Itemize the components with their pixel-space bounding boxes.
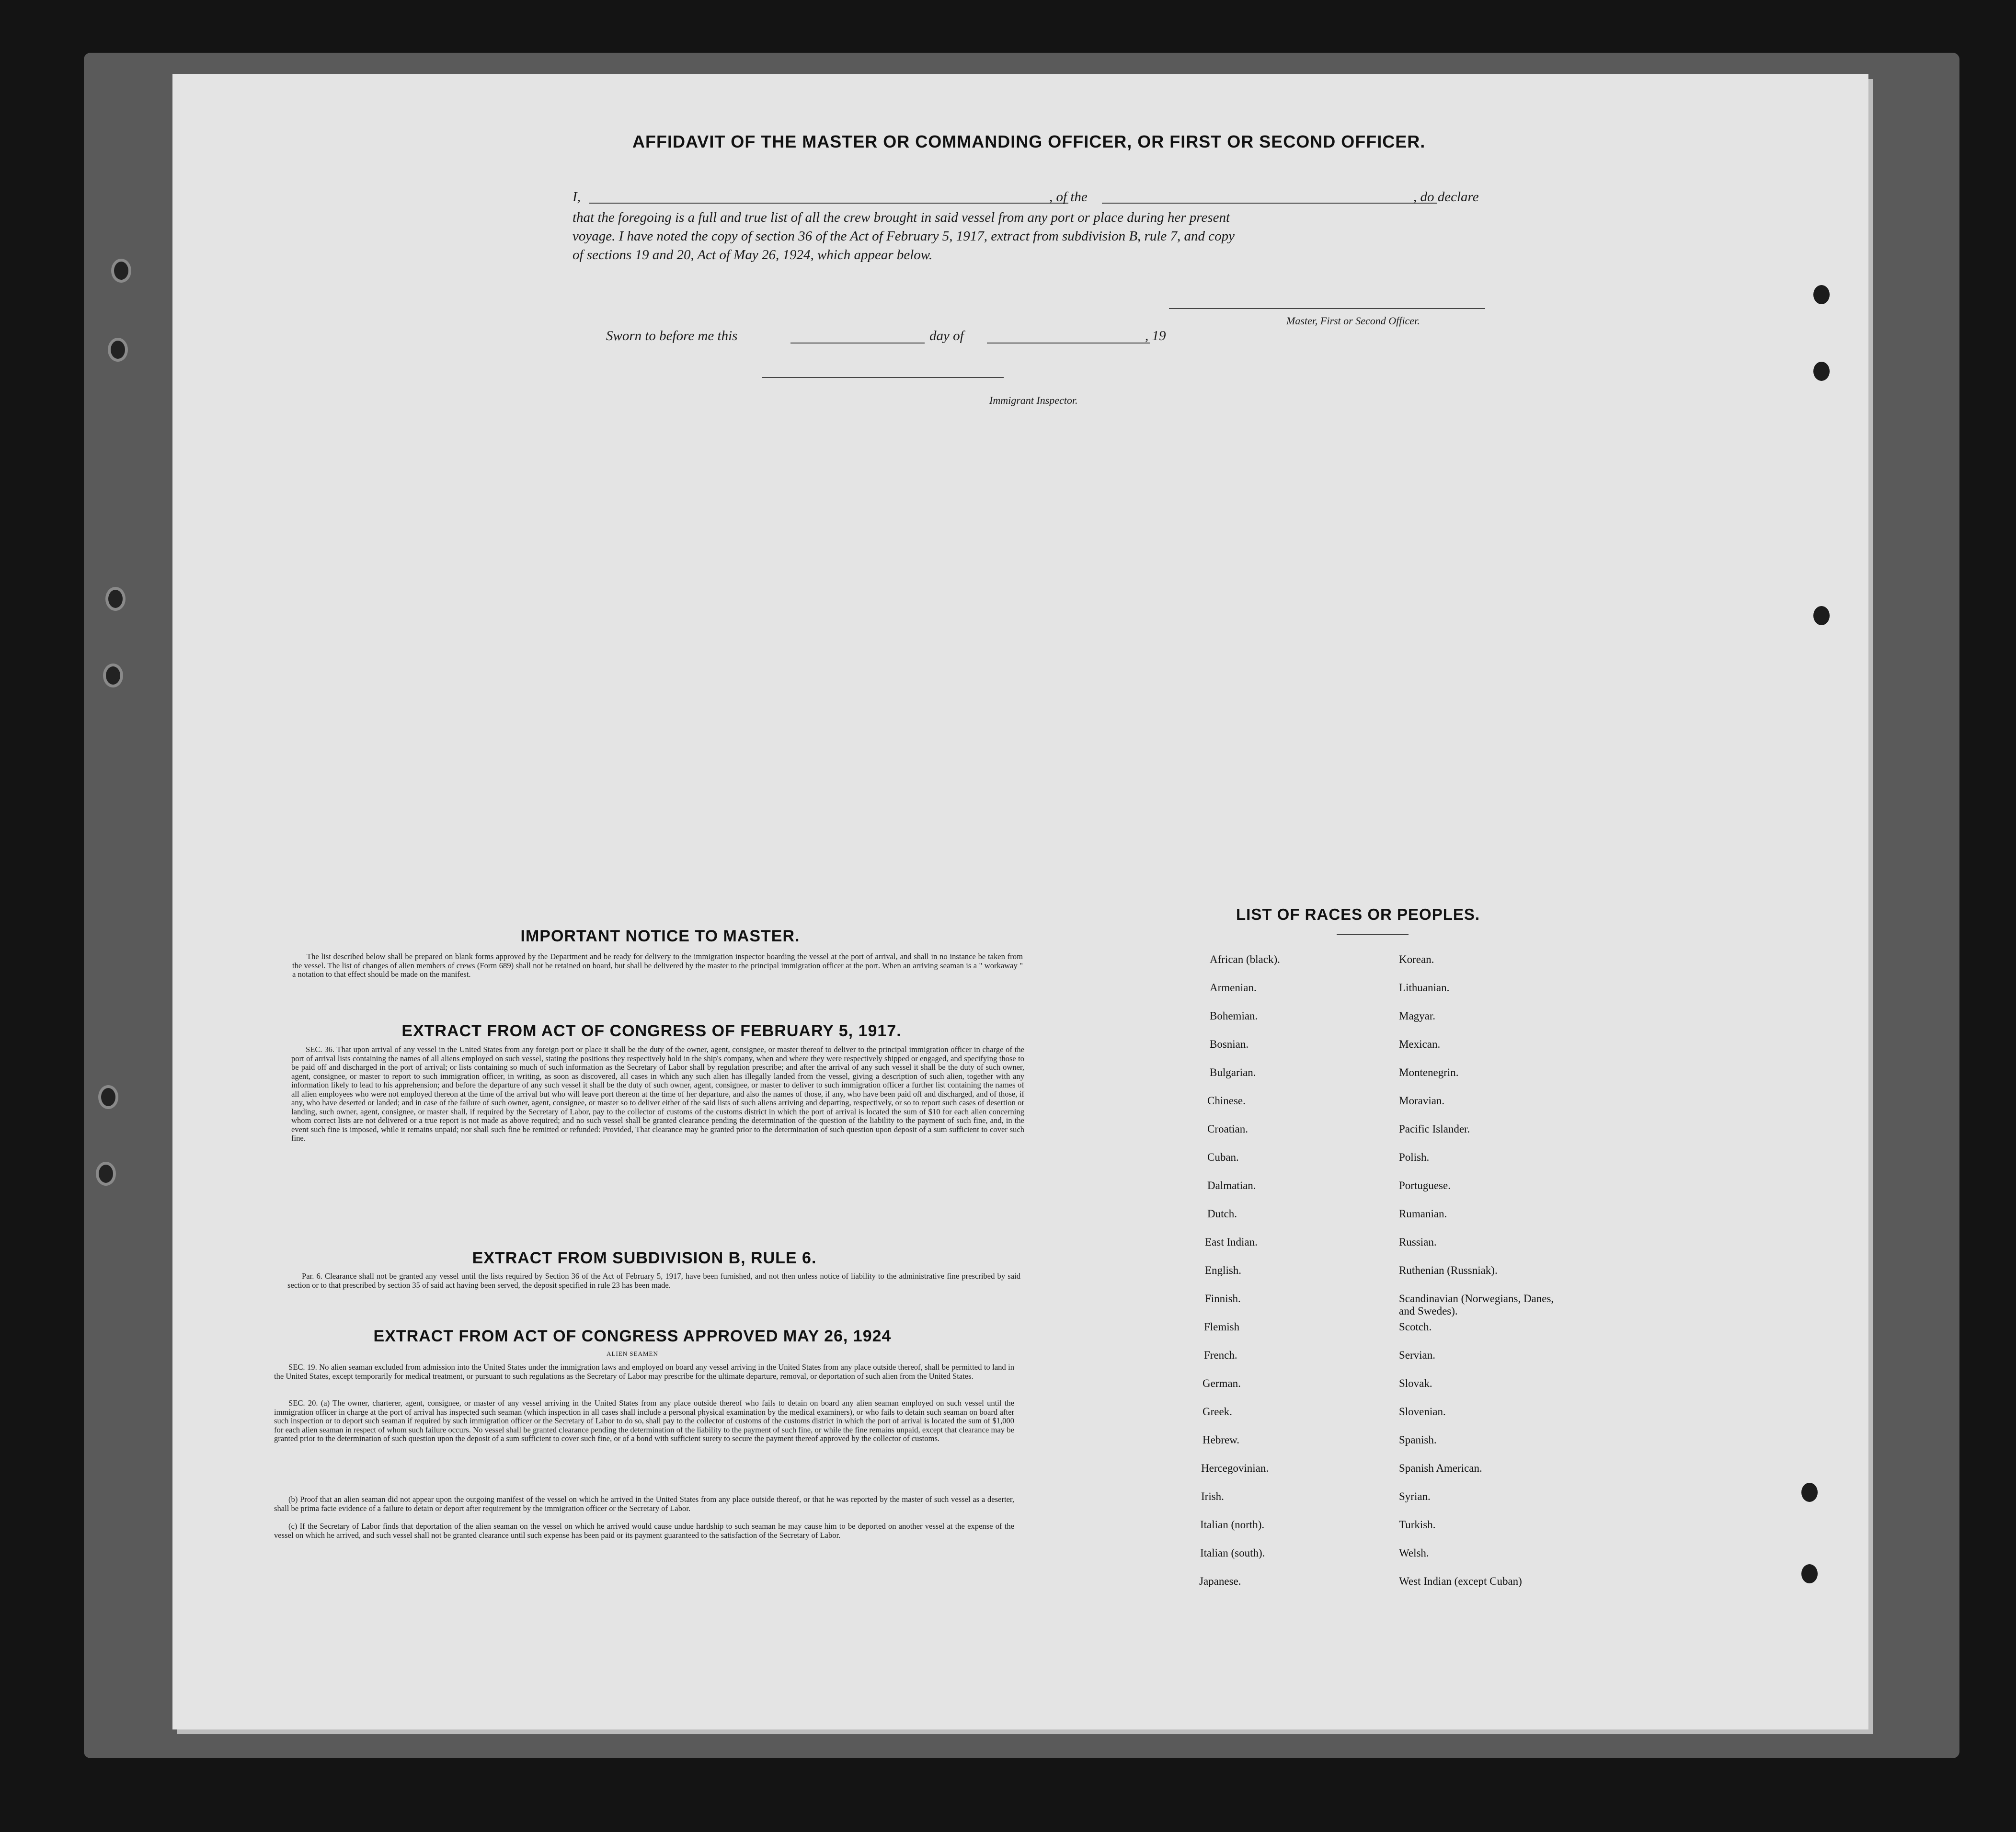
race-item: Syrian. bbox=[1399, 1490, 1431, 1502]
race-item: Russian. bbox=[1399, 1236, 1437, 1248]
race-item: Flemish bbox=[1204, 1321, 1240, 1333]
binder-hole bbox=[108, 338, 128, 362]
race-item: West Indian (except Cuban) bbox=[1399, 1575, 1522, 1587]
race-item: English. bbox=[1205, 1264, 1242, 1276]
race-item: Welsh. bbox=[1399, 1547, 1429, 1559]
race-item: Greek. bbox=[1203, 1406, 1232, 1418]
master-signature-line bbox=[1169, 308, 1485, 309]
race-item: Armenian. bbox=[1210, 982, 1257, 994]
punch-hole bbox=[1813, 606, 1830, 625]
name-blank bbox=[589, 203, 1068, 204]
race-item: Chinese. bbox=[1207, 1095, 1246, 1107]
sec-20b-body: (b) Proof that an alien seaman did not appear upon the outgoing manifest of the vessel on which he arrived in the United States from any place outside thereof, or that he was reported by the master of such vessel as a deserter, shall be prima facie evidence of a failure to detain or deport after requirement by the immigration officer or the Secretary of Labor. bbox=[274, 1495, 1014, 1513]
race-item: Scotch. bbox=[1399, 1321, 1432, 1333]
race-item: Servian. bbox=[1399, 1349, 1436, 1361]
punch-hole bbox=[1801, 1564, 1818, 1583]
affidavit-i: I, bbox=[573, 189, 581, 205]
extract-1924-title: EXTRACT FROM ACT OF CONGRESS APPROVED MAY 26, 1924 bbox=[373, 1327, 892, 1345]
affidavit-title: AFFIDAVIT OF THE MASTER OR COMMANDING OFFICER, OR FIRST OR SECOND OFFICER. bbox=[632, 132, 1426, 151]
race-item: Dutch. bbox=[1207, 1208, 1237, 1220]
affidavit-of-the: , of the bbox=[1049, 189, 1088, 205]
sec-20c-body: (c) If the Secretary of Labor finds that deportation of the alien seaman on the vessel on which he arrived would cause undue hardship to such seaman he may cause him to be deported on another vessel at the expense of the vessel on which he arrived, and such vessel shall not be granted clearance until such expense has been paid or its payment guaranteed to the satisfaction of the Secretary of Labor. bbox=[274, 1522, 1014, 1540]
race-item: East Indian. bbox=[1205, 1236, 1258, 1248]
binder-hole bbox=[103, 664, 123, 687]
sworn-month-blank bbox=[987, 343, 1150, 344]
day-of-text: day of bbox=[929, 328, 964, 344]
extract-1917-body: SEC. 36. That upon arrival of any vessel in the United States from any foreign port or place it shall be the duty of the owner, agent, consignee, or master thereof to deliver to the principal immigration officer in charge of the port of arrival lists containing the names of all aliens employed on such vessel, stating the positions they respectively hold in the ship's company, when and where they were respectively shipped or engaged, and specifying those to be paid off and discharged in the port of arrival; or lists containing so much of such information as the Secretary of Labor shall by regulation prescribe; and after the arrival of any such vessel it shall be the duty of such owner, agent, consignee, or master to report to such immigration officer, in writing, as soon as discovered, all cases in which any such alien has illegally landed from the vessel, giving a description of such alien, together with any information likely to lead to his apprehension; and before the departure of any such vessel it shall be the duty of such owner, agent, consignee, or master to deliver to such immigration officer a further list containing the names of all alien employees who were not employed thereon at the time of the arrival but who will leave port thereon at the time of her departure, and also the names of those, if any, who have been paid off and discharged, and of those, if any, who have deserted or landed; and in case of the failure of such owner, agent, consignee, or master so to deliver either of the said lists of such aliens arriving and departing, respectively, or so to report such cases of desertion or landing, such owner, agent, consignee, or master shall, if required by the Secretary of Labor, pay to the collector of customs of the customs district in which the port of arrival is located the sum of $10 for each alien concerning whom correct lists are not delivered or a true report is not made as above required; and no such vessel shall be granted clearance pending the determination of the question of the liability to the payment of such fine, and, in the event such fine is imposed, while it remains unpaid; nor shall such fine be remitted or refunded: Provided, That clearance may be granted prior to the determination of such question upon deposit of a sum sufficient to cover such fine. bbox=[291, 1045, 1024, 1143]
punch-hole bbox=[1801, 1483, 1818, 1502]
affidavit-do-declare: , do declare bbox=[1413, 189, 1479, 205]
race-item: Finnish. bbox=[1205, 1293, 1241, 1305]
rule-6-body: Par. 6. Clearance shall not be granted any vessel until the lists required by Section 36 of the Act of February 5, 1917, have been furnished, and not then unless notice of liability to the administrative fine prescribed by said section or to that prescribed by section 35 of said act having been served, the deposit specified in rule 23 has been made. bbox=[287, 1271, 1020, 1290]
race-item: German. bbox=[1203, 1377, 1241, 1389]
race-item: Irish. bbox=[1201, 1490, 1224, 1502]
race-item: Montenegrin. bbox=[1399, 1066, 1459, 1078]
race-item: Bohemian. bbox=[1210, 1010, 1258, 1022]
punch-hole bbox=[1813, 362, 1830, 381]
race-item: French. bbox=[1204, 1349, 1237, 1361]
race-item: Rumanian. bbox=[1399, 1208, 1447, 1220]
race-item: Korean. bbox=[1399, 953, 1434, 965]
extract-1924-subtitle: ALIEN SEAMEN bbox=[607, 1350, 658, 1357]
master-label: Master, First or Second Officer. bbox=[1286, 315, 1420, 327]
race-item: Slovenian. bbox=[1399, 1406, 1446, 1418]
affidavit-page bbox=[172, 74, 1868, 1729]
race-item: Mexican. bbox=[1399, 1038, 1441, 1050]
punch-hole bbox=[1813, 285, 1830, 304]
binder-hole bbox=[105, 587, 126, 611]
binder-hole bbox=[98, 1085, 118, 1109]
race-item: Pacific Islander. bbox=[1399, 1123, 1470, 1135]
year-text: , 19 bbox=[1145, 328, 1166, 344]
races-title: LIST OF RACES OR PEOPLES. bbox=[1236, 905, 1480, 923]
extract-1917-title: EXTRACT FROM ACT OF CONGRESS OF FEBRUARY 5, 1917. bbox=[401, 1022, 902, 1040]
notice-body: The list described below shall be prepared on blank forms approved by the Department and be ready for delivery to the immigration inspector boarding the vessel at the port of arrival, and shall in no instance be taken from the vessel. The list of changes of alien members of crews (Form 689) shall not be retained on board, but shall be delivered by the master to the principal immigration officer at the port. When an arriving seaman is a " workaway " a notation to that effect should be made on the manifest. bbox=[292, 952, 1023, 979]
race-item: Slovak. bbox=[1399, 1377, 1432, 1389]
inspector-label: Immigrant Inspector. bbox=[989, 394, 1078, 406]
sworn-day-blank bbox=[790, 343, 925, 344]
race-item: Spanish American. bbox=[1399, 1462, 1482, 1474]
race-item: Moravian. bbox=[1399, 1095, 1445, 1107]
race-item: Magyar. bbox=[1399, 1010, 1436, 1022]
affidavit-line-3: voyage. I have noted the copy of section 36 of the Act of February 5, 1917, extract from subdivision B, rule 7, and copy bbox=[573, 229, 1235, 244]
sec-19-body: SEC. 19. No alien seaman excluded from admission into the United States under the immigration laws and employed on board any vessel arriving in the United States from any place outside thereof, shall be permitted to land in the United States, except temporarily for medical treatment, or pursuant to such regulations as the Secretary of Labor may prescribe for the ultimate departure, removal, or deportation of such alien from the United States. bbox=[274, 1363, 1014, 1381]
race-item: Cuban. bbox=[1207, 1151, 1239, 1163]
binder-hole bbox=[96, 1162, 116, 1186]
race-item: Japanese. bbox=[1199, 1575, 1241, 1587]
race-item: Croatian. bbox=[1207, 1123, 1248, 1135]
race-item: Lithuanian. bbox=[1399, 982, 1450, 994]
race-item: Dalmatian. bbox=[1207, 1179, 1256, 1191]
race-item: Spanish. bbox=[1399, 1434, 1437, 1446]
race-item: Ruthenian (Russniak). bbox=[1399, 1264, 1498, 1276]
race-item: Scandinavian (Norwegians, Danes, and Swedes). bbox=[1399, 1293, 1554, 1317]
sec-20a-body: SEC. 20. (a) The owner, charterer, agent, consignee, or master of any vessel arriving in the United States from any place outside thereof who fails to detain on board any alien seaman employed on such vessel until the immigration officer in charge at the port of arrival has inspected such seaman (which inspection in all cases shall include a personal physical examination by the medical examiners), or who fails to detain such seaman on board after such inspection or to deport such seaman if required by such immigration officer or the Secretary of Labor to do so, shall pay to the collector of customs of the customs district in which the port of arrival is located the sum of $1,000 for each alien seaman in respect of whom such failure occurs. No vessel shall be granted clearance pending the determination of the liability to the payment of such fine, or while the fine remains unpaid, except that clearance may be granted prior to the determination of such question upon the deposit of a sum sufficient to cover such fine, or of a bond with sufficient surety to secure the payment thereof approved by the collector of customs. bbox=[274, 1398, 1014, 1443]
race-item: Hebrew. bbox=[1203, 1434, 1240, 1446]
affidavit-line-4: of sections 19 and 20, Act of May 26, 1924, which appear below. bbox=[573, 247, 933, 263]
race-item: Bulgarian. bbox=[1210, 1066, 1256, 1078]
affidavit-line-2: that the foregoing is a full and true list of all the crew brought in said vessel from any port or place during her present bbox=[573, 210, 1230, 225]
vessel-blank bbox=[1102, 203, 1437, 204]
race-item: African (black). bbox=[1210, 953, 1280, 965]
race-item: Portuguese. bbox=[1399, 1179, 1451, 1191]
race-item: Turkish. bbox=[1399, 1519, 1436, 1531]
race-item: Polish. bbox=[1399, 1151, 1430, 1163]
race-item: Bosnian. bbox=[1210, 1038, 1249, 1050]
race-item: Italian (south). bbox=[1200, 1547, 1265, 1559]
rule-6-title: EXTRACT FROM SUBDIVISION B, RULE 6. bbox=[472, 1249, 817, 1267]
inspector-signature-line bbox=[762, 377, 1004, 378]
binder-hole bbox=[111, 259, 131, 283]
races-title-rule bbox=[1337, 934, 1409, 935]
race-item: Italian (north). bbox=[1200, 1519, 1265, 1531]
notice-title: IMPORTANT NOTICE TO MASTER. bbox=[520, 927, 800, 945]
race-item: Hercegovinian. bbox=[1201, 1462, 1269, 1474]
sworn-text: Sworn to before me this bbox=[606, 328, 738, 344]
